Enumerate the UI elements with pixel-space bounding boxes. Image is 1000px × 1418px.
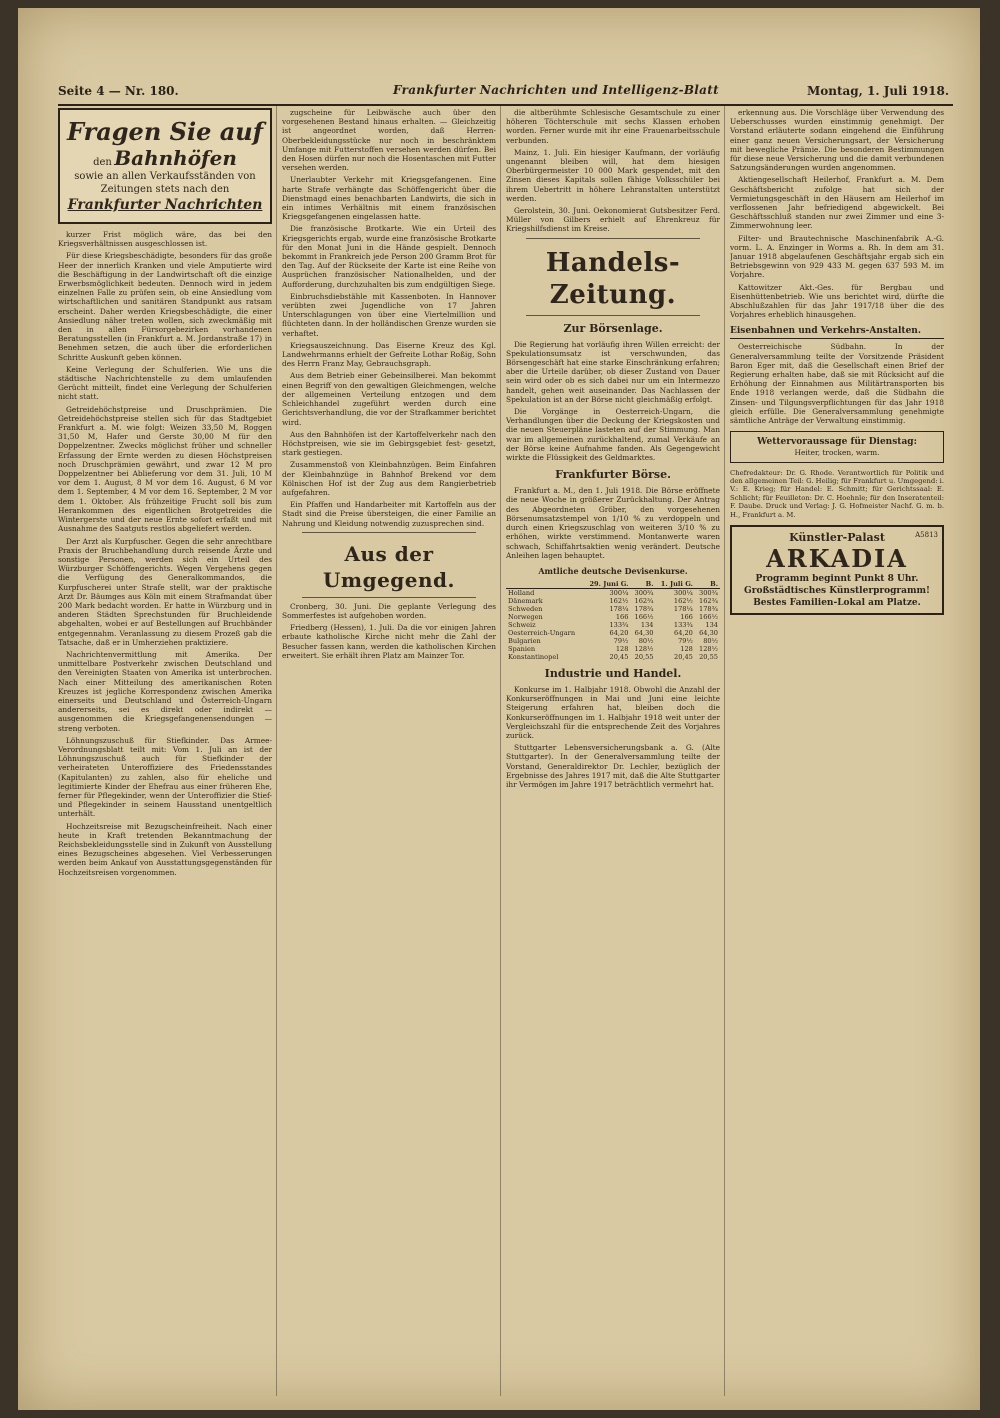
ad-venue: Künstler-Palast [789,530,885,544]
article-paragraph: Die Regierung hat vorläufig ihren Willen erreicht: der Spekulationsumsatz ist verschwunden, das Börsengeschäft hat eine starke Einschränkung erfahren; aber die Urteile darüber, ob dieser Zustand von Dauer sein wird oder ob es sich dabei nur um ein Intermezzo handelt, gehen weit auseinander. Das Nachlassen der Spekulation ist an der Börse nicht gleichmäßig erfolgt. [506,339,720,404]
currency-cell: Bulgarien [508,636,541,645]
ad-program-time: Programm beginnt Punkt 8 Uhr. [755,573,919,584]
currency-cell: Konstantinopel [508,652,559,661]
page-header [58,78,953,106]
rate-cell: 300¾ [634,588,654,597]
article-paragraph: die altberühmte Schlesische Gesamtschule zu einer höheren Töchterschule mit sechs Klassen erhoben worden. Ferner wurde mit ihr eine Frauenarbeitsschule verbunden. [506,108,720,145]
subheading-industrie: Industrie und Handel. [544,666,682,680]
article-paragraph: Friedberg (Hessen), 1. Juli. Da die vor einigen Jahren erbaute katholische Kirche nicht mehr die Zahl der Besucher fassen kann, werden die katholischen Kirchen erweitert. Sie erhält ihren Platz am Mainzer Tor. [282,623,496,660]
rate-cell: 128 [680,644,693,653]
rate-cell: 64,20 [674,628,693,637]
rate-cell: 20,45 [609,652,629,661]
subheading-eisenbahnen: Eisenbahnen und Verkehrs-Anstalten. [730,325,944,339]
rate-cell: 128 [615,644,629,653]
column-4 [730,108,944,1408]
promo-stations: Bahnhöfen [114,146,237,170]
rate-cell: 162¾ [699,596,718,605]
rate-cell: 300¼ [673,588,693,597]
rate-cell: 64,20 [609,628,629,637]
table-row [506,653,720,661]
article-paragraph: kurzer Frist möglich wäre, das bei den Kriegsverhältnissen ausgeschlossen ist. [58,230,272,249]
table-row [506,629,720,637]
article-paragraph: Aus dem Betrieb einer Gebeinsilberei. Man bekommt einen Begriff von den gewaltigen Gleichmengen, welche der allgemeinen Verteilung entzogen und dem Schleichhandel zugeführt werden durch eine Gerichtsverhandlung, die vor der Strafkammer berichtet wird. [282,371,496,427]
rate-cell: 80½ [703,636,718,645]
section-rule [302,597,476,598]
section-rule [302,532,476,533]
rate-cell: 128½ [699,644,718,653]
promo-box: Fragen Sie auf den Bahnhöfen sowie an allen Verkaufsständen von Zeitungen stets nach den Frankfurter Nachrichten [58,108,272,224]
rate-cell: 20,55 [634,652,654,661]
rate-cell: 178¾ [699,604,718,613]
column-1 [58,108,272,1408]
article-paragraph: zugscheine für Leibwäsche auch über den vorgesehenen Bestand hinaus erhalten. — Gleichzeitig ist angeordnet worden, daß Herren-Oberbekleidungsstücke nur noch in beschränktem Umfange mit Futterstoffen versehen werden dürfen. Bei den Hosen dürfen nur noch die Hosentaschen mit Futter versehen werden. [282,108,496,173]
article-paragraph: Die französische Brotkarte. Wie ein Urteil des Kriegsgerichts ergab, wurde eine französische Brotkarte für den Monat Juni in die Hände gespielt. Dennoch bekommt in Frankreich jede Person 200 Gramm Brot für den Tag. Auf der Rückseite der Karte ist eine Reihe von Ausprüchen französischer Nationalhelden, und der Aufforderung, durchzuhalten bis zum endgültigen Siege. [282,224,496,289]
exchange-rate-table [506,580,720,661]
section-rule [526,238,700,239]
promo-paper-name: Frankfurter Nachrichten [67,197,263,213]
promo-text: sowie an allen Verkaufsständen von Zeitungen stets nach den [74,171,256,195]
rate-cell: 133¾ [609,620,629,629]
article-paragraph: Löhnungszuschuß für Stiefkinder. Das Armee-Verordnungsblatt teilt mit: Vom 1. Juli an ist der Löhnungszuschuß auch für Stiefkinder der verheirateten Unteroffiziere des Friedensstandes (Kapitulanten) zu zahlen, also für eheliche und legitimierte Kinder der Ehefrau aus einer früheren Ehe, ferner für Pflegekinder, wenn der Unteroffizier die Stief- und Pflegekinder in seinem Hausstand unentgeltlich unterhält. [58,735,272,819]
rate-cell: 300¾ [699,588,718,597]
currency-cell: Spanien [508,644,536,653]
section-rule [526,315,700,316]
article-paragraph: Der Arzt als Kurpfuscher. Gegen die sehr anrechtbare Praxis der Bruchbehandlung durch reisende Ärzte und sonstige Personen, werden sich ein Urteil des Würzburger Schöffengerichts. Wegen Vergehens gegen die Verfügung des Generalkommandos, die Kurpfuscherei unter Strafe stellt, war der praktische Arzt Dr. Bäumges aus Köln mit einem Strafmandat über 200 Mark bedacht worden. Er hatte in Würzburg und in anderen Städten Sprechstunden für Bruchleidende abgehalten, wobei er auf Bestellungen auf Bruchbänder entgegennahm. Veranlassung zu diesem Prozeß gab die Tatsache, daß er in Umherziehen praktiziere. [58,536,272,647]
currency-cell: Dänemark [508,596,543,605]
article-paragraph: Einbruchsdiebstähle mit Kassenboten. In Hannover verübten zwei Jugendliche von 17 Jahren Unterschlagungen von über eine Viertelmillion und flüchteten dann. In der holländischen Grenze wurden sie verhaftet. [282,291,496,338]
article-paragraph: Konkurse im 1. Halbjahr 1918. Obwohl die Anzahl der Konkurseröffnungen in Mai und Juni eine leichte Steigerung erfahren hat, bleiben doch die Konkurseröffnungen im 1. Halbjahr 1918 weit unter der Vergleichszahl für die entsprechende Zeit des Vorjahres zurück. [506,684,720,740]
article-paragraph: Nachrichtenvermittlung mit Amerika. Der unmittelbare Postverkehr zwischen Deutschland und den Vereinigten Staaten von Amerika ist unterbrochen. Nach einer Mitteilung des amerikanischen Roten Kreuzes ist jegliche Korrespondenz zwischen Amerika einerseits und Deutschland und Österreich-Ungarn andererseits, sei es direkt oder indirekt — ausgenommen die Kriegsgefangenensendungen — streng verboten. [58,649,272,733]
article-paragraph: Aus den Bahnhöfen ist der Kartoffelverkehr nach den Höchstpreisen, wie sie im Gebirgsgebiet fest- gesetzt, stark gestiegen. [282,429,496,458]
subheading-frankfurter-boerse: Frankfurter Börse. [555,468,671,482]
article-paragraph: Für diese Kriegsbeschädigte, besonders für das große Heer der innerlich Kranken und viele Amputierte wird die Beschäftigung in der Landwirtschaft oft die einzige Erwerbsmöglichkeit bedeuten. Dennoch wird in jedem einzelnen Falle zu prüfen sein, ob eine Ansiedlung vom wirtschaftlichen und sanitären Standpunkt aus ratsam erscheint. Daher werden Kriegsbeschädigte, die einer Ansiedlung näher treten wollen, sich zweckmäßig mit den in allen Fürsorgebezirken vorhandenen Beratungsstellen (in Frankfurt a. M. Jordanstraße 17) in Benehmen setzen, die auch über die erforderlichen Schritte Auskunft geben können. [58,251,272,362]
section-heading-umgegend: Aus der Umgegend. [322,541,455,592]
weather-forecast: Heiter, trocken, warm. [794,448,880,458]
rate-cell: 79½ [613,636,629,645]
ad-slogan: Bestes Familien-Lokal am Platze. [753,597,921,608]
column-rule [500,106,501,1396]
table-header-row: 29. Juni G. B. 1. Juli G. B. [506,580,720,589]
weather-title: Wettervoraussage für Dienstag: [757,437,917,448]
rate-cell: 300¼ [609,588,629,597]
article-paragraph: Mainz, 1. Juli. Ein hiesiger Kaufmann, der vorläufig ungenannt bleiben will, hat dem hiesigen Oberbürgermeister 10 000 Mark gespendet, mit den Zinsen dieses Kapitals sollen fähige Volksschüler bei ihrem Uebertritt in höhere Lehranstalten unterstützt werden. [506,147,720,203]
currency-cell: Schweden [508,604,543,613]
rate-cell: 178¼ [609,604,629,613]
article-paragraph: erkennung aus. Die Vorschläge über Verwendung des Ueberschusses wurden einstimmig genehmigt. Der Vorstand erläuterte sodann eingehend die Einführung einer ganz neuen Versicherungsart, der Versicherung mit bewegliche Prämie. Die besonderen Bestimmungen für diese neue Versicherung und die damit verbundenen Satzungsänderungen wurden angenommen. [730,108,944,173]
masthead: Frankfurter Nachrichten und Intelligenz-Blatt [393,83,719,97]
rate-cell: 128½ [634,644,654,653]
advertisement-arkadia [730,525,944,615]
rate-cell: 166½ [634,612,654,621]
section-heading-handel: Handels-Zeitung. [545,247,681,310]
table-title: Amtliche deutsche Devisenkurse. [538,565,688,576]
article-paragraph: Ein Pfaffen und Handarbeiter mit Kartoffeln aus der Stadt sind die Preise übersteigen, die einer Familie an Nahrung und Kleidung notwendig zuzusprechen sind. [282,500,496,528]
column-2 [282,108,496,1408]
column-rule [724,106,725,1396]
newspaper-page [18,8,980,1410]
rate-cell: 166½ [699,612,718,621]
weather-box [730,431,944,462]
rate-cell: 162½ [609,596,629,605]
subheading-boersenlage: Zur Börsenlage. [563,321,663,335]
rate-cell: 80½ [638,636,654,645]
table-row [506,597,720,605]
rate-cell: 20,55 [699,652,718,661]
article-paragraph: Die Vorgänge in Oesterreich-Ungarn, die Verhandlungen über die Deckung der Kriegskosten und die neuen Steuerpläne lasteten auf der Stimmung. Man war im allgemeinen zurückhaltend, zumal Verkäufe an der Börse keine Aufnahme fanden. Als Gegengewicht wirkte die Flüssigkeit des Geldmarktes. [506,407,720,463]
rate-cell: 20,45 [674,652,693,661]
currency-cell: Holland [508,588,535,597]
article-paragraph: Filter- und Brautechnische Maschinenfabrik A.-G. vorm. L. A. Enzinger in Worms a. Rh. In dem am 31. Januar 1918 abgelaufenen Geschäftsjahr ergab sich ein Betriebsgewinn von 929 433 M. gegen 637 593 M. im Vorjahre. [730,233,944,280]
table-row [506,613,720,621]
table-row [506,637,720,645]
column-rule [276,106,277,1396]
rate-cell: 134 [705,620,718,629]
article-paragraph: Cronberg, 30. Juni. Die geplante Verlegung des Sommerfestes ist aufgehoben worden. [282,601,496,620]
table-row [506,645,720,653]
table-row [506,621,720,629]
article-paragraph: Oesterreichische Südbahn. In der Generalversammlung teilte der Vorsitzende Präsident Baron Eger mit, daß die Gesellschaft einen Brief der Regierung erhalten habe, daß sie mit Rücksicht auf die Erhöhung der Einnahmen aus Militärtransporten bis Ende 1918 verlangen werde, daß die Südbahn die Zinsen- und Tilgungsverpflichtungen für das Jahr 1918 gleich erfülle. Die Generalversammlung genehmigte sämtliche Anträge der Verwaltung einstimmig. [730,342,944,426]
table-row [506,605,720,613]
rate-cell: 178¾ [634,604,654,613]
article-paragraph: Keine Verlegung der Schulferien. Wie uns die städtische Nachrichtenstelle zu dem umlaufenden Gerücht mitteilt, findet eine Verlegung der Schulferien nicht statt. [58,364,272,402]
currency-cell: Schweiz [508,620,536,629]
article-paragraph: Zusammenstoß von Kleinbahnzügen. Beim Einfahren der Kleinbahnzüge in Bahnhof Brekend vor dem Kölnischen Hof ist der Zug aus dem Rangierbetrieb aufgefahren. [282,460,496,497]
rate-cell: 79½ [678,636,693,645]
imprint: Chefredakteur: Dr. G. Rhode. Verantwortlich für Politik und den allgemeinen Teil: G. Heilig; für Frankfurt u. Umgegend: i. V.: E. Krieg; für Handel: E. Schmitt; für Gerichtssaal: E. Schlicht; für Feuilleton: Dr. C. Hoehnle; für den Inseratenteil: F. Daube. Druck und Verlag: J. G. Hofmeister Nachf. G. m. b. H., Frankfurt a. M. [730,468,944,519]
page-number: Seite 4 — Nr. 180. [58,84,179,98]
rate-cell: 166 [680,612,693,621]
rate-cell: 134 [640,620,654,629]
currency-cell: Oesterreich-Ungarn [508,628,576,637]
ad-program: Großstädtisches Künstlerprogramm! [744,585,930,596]
article-paragraph: Unerlaubter Verkehr mit Kriegsgefangenen. Eine harte Strafe verhängte das Schöffengericht über die Dienstmagd eines benachbarten Landwirts, die sich in ein intimes Verhältnis mit einem französischen Kriegsgefangenen eingelassen hatte. [282,175,496,222]
rate-cell: 166 [615,612,629,621]
rate-cell: 162¾ [634,596,654,605]
rate-cell: 162½ [673,596,693,605]
article-paragraph: Getreidehöchstpreise und Druschprämien. Die Getreidehöchstpreise stellen sich für das Stadtgebiet Frankfurt a. M. wie folgt: Weizen 33,50 M, Roggen 31,50 M, Hafer und Gerste 30,00 M für den Doppelzentner. Zwecks möglichst früher und schneller Erfassung der Ernte werden zu diesen Höchstpreisen noch Druschprämien gewährt, und zwar 12 M pro Doppelzentner bei Ablieferung vor dem 31. Juli, 10 M vor dem 1. August, 8 M vor dem 16. August, 6 M vor dem 1. September, 4 M vor dem 16. September, 2 M vor dem 1. Oktober. Als frühzeitige Frucht soll bis zum Herankommen des eigentlichen Brotgetreides die Wintergerste und der neue Ernte sofort erfaßt und mit Ausnahme des Saatguts restlos abgeliefert werden. [58,404,272,534]
rate-cell: 64,30 [699,628,718,637]
ad-number: A5813 [915,530,938,539]
ad-name: ARKADIA [766,543,908,573]
article-paragraph: Stuttgarter Lebensversicherungsbank a. G. (Alte Stuttgarter). In der Generalversammlung teilte der Vorstand, Generaldirektor Dr. Lechler, bezüglich der Ergebnisse des Jahres 1917 mit, daß die Alte Stuttgarter ihr Vermögen im Jahre 1917 beträchtlich vermehrt hat. [506,743,720,789]
promo-title: Fragen Sie auf [66,117,264,146]
table-row [506,588,720,597]
issue-date: Montag, 1. Juli 1918. [806,84,949,98]
rate-cell: 133¾ [673,620,693,629]
rate-cell: 178¼ [673,604,693,613]
article-paragraph: Hochzeitsreise mit Bezugscheinfreiheit. Nach einer heute in Kraft tretenden Bekanntmachung der Reichsbekleidungsstelle sind in Zukunft von Ausstellung eines Bezugscheines abgesehen. Viel Verbesserungen werden beim Ankauf von Ausstattungsgegenständen für Hochzeitsreisen vorgenommen. [58,821,272,877]
rate-cell: 64,30 [634,628,654,637]
article-paragraph: Kattowitzer Akt.-Ges. für Bergbau und Eisenhüttenbetrieb. Wie uns berichtet wird, dürfte die Abschlußzahlen für das Jahr 1917/18 über die des Vorjahres erheblich hinausgehen. [730,282,944,320]
column-3 [506,108,720,1408]
currency-cell: Norwegen [508,612,543,621]
article-paragraph: Frankfurt a. M., den 1. Juli 1918. Die Börse eröffnete die neue Woche in größerer Zurückhaltung. Der Antrag des Abgeordneten Gröber, den vorgesehenen Börsenumsatzstempel von 1/10 % zu verdoppeln und durch einen Kriegszuschlag von weiteren 3/10 % zu erhöhen, wirkte verstimmend. Montanwerte waren schwach, Schiffahrtsaktien wenig verändert. Deutsche Anleihen lagen behauptet. [506,486,720,560]
article-paragraph: Aktiengesellschaft Heilerhof, Frankfurt a. M. Dem Geschäftsbericht zufolge hat sich der Vermietungsgeschäft in den Häusern am Heilerhof im verflossenen Jahr befriedigend abgewickelt. Bei Geschäftsschluß standen nur zwei Zimmer und eine 3-Zimmerwohnung leer. [730,175,944,231]
article-paragraph: Gerolstein, 30. Juni. Oekonomierat Gutsbesitzer Ferd. Müller von Gilbers erhielt auf Ehrenkreuz für Kriegshilfsdienst im Kreise. [506,206,720,234]
article-paragraph: Kriegsauszeichnung. Das Eiserne Kreuz des Kgl. Landwehrmanns erhielt der Gefreite Lothar Roßig, Sohn des Herrn Franz May, Gebrauchsgraph. [282,340,496,369]
